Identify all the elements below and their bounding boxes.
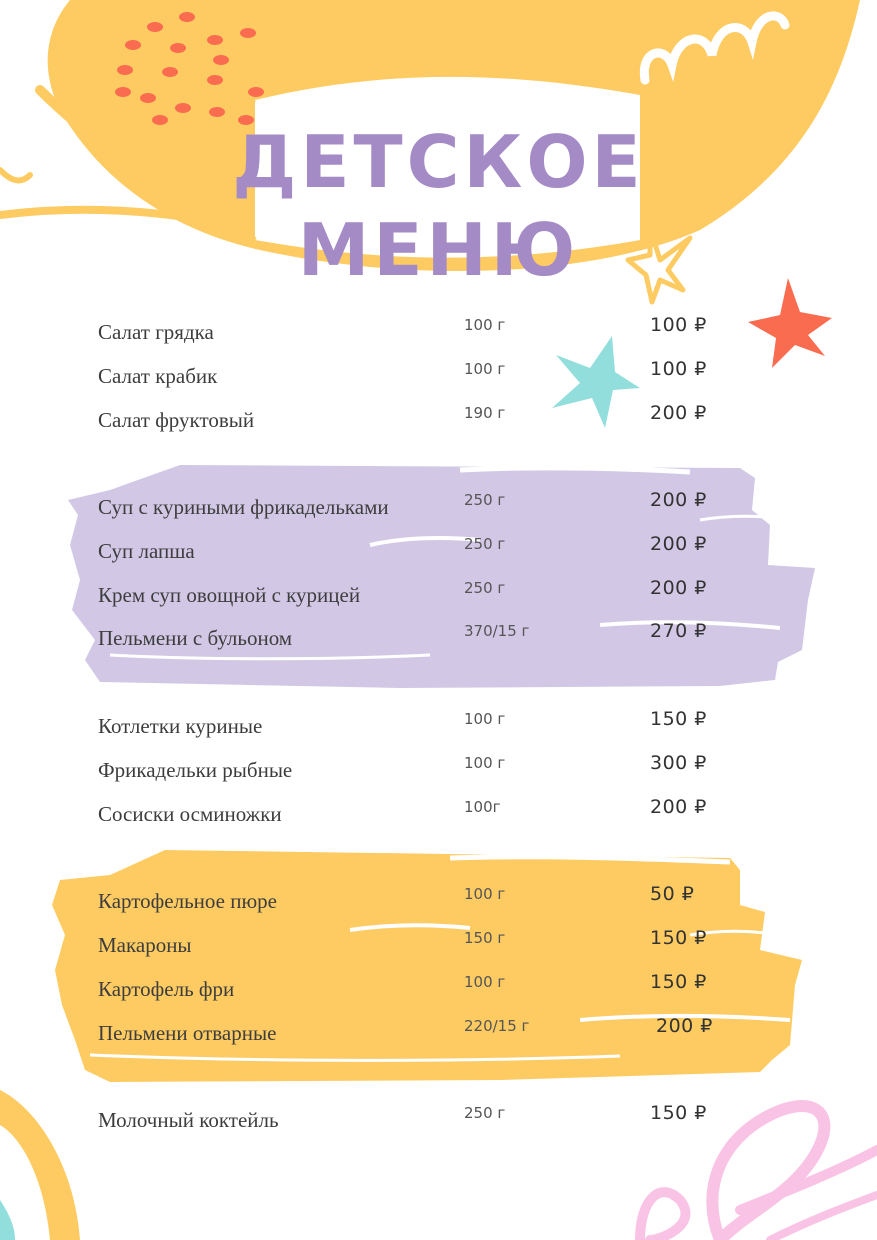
- item-weight: 100 г: [464, 360, 506, 378]
- item-name: Картофель фри: [98, 977, 235, 1001]
- item-price: 150 ₽: [650, 971, 707, 993]
- item-name: Салат крабик: [98, 364, 218, 388]
- item-weight: 250 г: [464, 535, 506, 553]
- item-name: Суп с куриными фрикадельками: [98, 495, 389, 519]
- item-name: Макароны: [98, 933, 192, 957]
- page-title-line2: МЕНЮ: [297, 208, 580, 292]
- item-price: 50 ₽: [650, 883, 695, 905]
- item-weight: 100 г: [464, 754, 506, 772]
- item-name: Салат грядка: [98, 320, 214, 344]
- item-price: 200 ₽: [650, 402, 707, 424]
- item-price: 200 ₽: [650, 796, 707, 818]
- item-weight: 370/15 г: [464, 622, 530, 640]
- item-price: 200 ₽: [650, 577, 707, 599]
- item-name: Котлетки куриные: [98, 714, 263, 738]
- item-price: 200 ₽: [650, 533, 707, 555]
- item-price: 200 ₽: [650, 489, 707, 511]
- menu-item: [0, 314, 877, 350]
- item-name: Сосиски осминожки: [98, 802, 282, 826]
- item-price: 270 ₽: [650, 620, 707, 642]
- item-weight: 150 г: [464, 929, 506, 947]
- item-weight: 250 г: [464, 579, 506, 597]
- item-name: Пельмени отварные: [98, 1021, 277, 1045]
- menu-item: [0, 708, 877, 744]
- menu-item: [0, 752, 877, 788]
- page-title-line1: ДЕТСКОЕ: [232, 120, 645, 204]
- menu-item: [0, 796, 877, 832]
- menu-item: [0, 927, 877, 963]
- menu-item: [0, 1102, 877, 1138]
- item-weight: 100 г: [464, 316, 506, 334]
- item-name: Салат фруктовый: [98, 408, 255, 432]
- menu-item: [0, 358, 877, 394]
- item-price: 150 ₽: [650, 927, 707, 949]
- item-price: 300 ₽: [650, 752, 707, 774]
- menu-item: [0, 1015, 877, 1051]
- menu-item: [0, 533, 877, 569]
- item-name: Суп лапша: [98, 539, 195, 563]
- menu-item: [0, 402, 877, 438]
- item-weight: 100 г: [464, 710, 506, 728]
- item-weight: 100г: [464, 798, 501, 816]
- item-price: 100 ₽: [650, 358, 707, 380]
- item-name: Крем суп овощной с курицей: [98, 583, 361, 607]
- item-name: Фрикадельки рыбные: [98, 758, 293, 782]
- item-weight: 100 г: [464, 885, 506, 903]
- item-weight: 100 г: [464, 973, 506, 991]
- menu-item: [0, 577, 877, 613]
- menu-item: [0, 620, 877, 656]
- item-weight: 250 г: [464, 1104, 506, 1122]
- item-weight: 220/15 г: [464, 1017, 530, 1035]
- item-price: 100 ₽: [650, 314, 707, 336]
- menu-item: [0, 971, 877, 1007]
- menu-item: [0, 489, 877, 525]
- item-weight: 190 г: [464, 404, 506, 422]
- item-weight: 250 г: [464, 491, 506, 509]
- item-name: Картофельное пюре: [98, 889, 277, 913]
- item-price: 150 ₽: [650, 708, 707, 730]
- menu-item: [0, 883, 877, 919]
- item-name: Молочный коктейль: [98, 1108, 279, 1132]
- item-price: 200 ₽: [656, 1015, 713, 1037]
- item-price: 150 ₽: [650, 1102, 707, 1124]
- item-name: Пельмени с бульоном: [98, 626, 293, 650]
